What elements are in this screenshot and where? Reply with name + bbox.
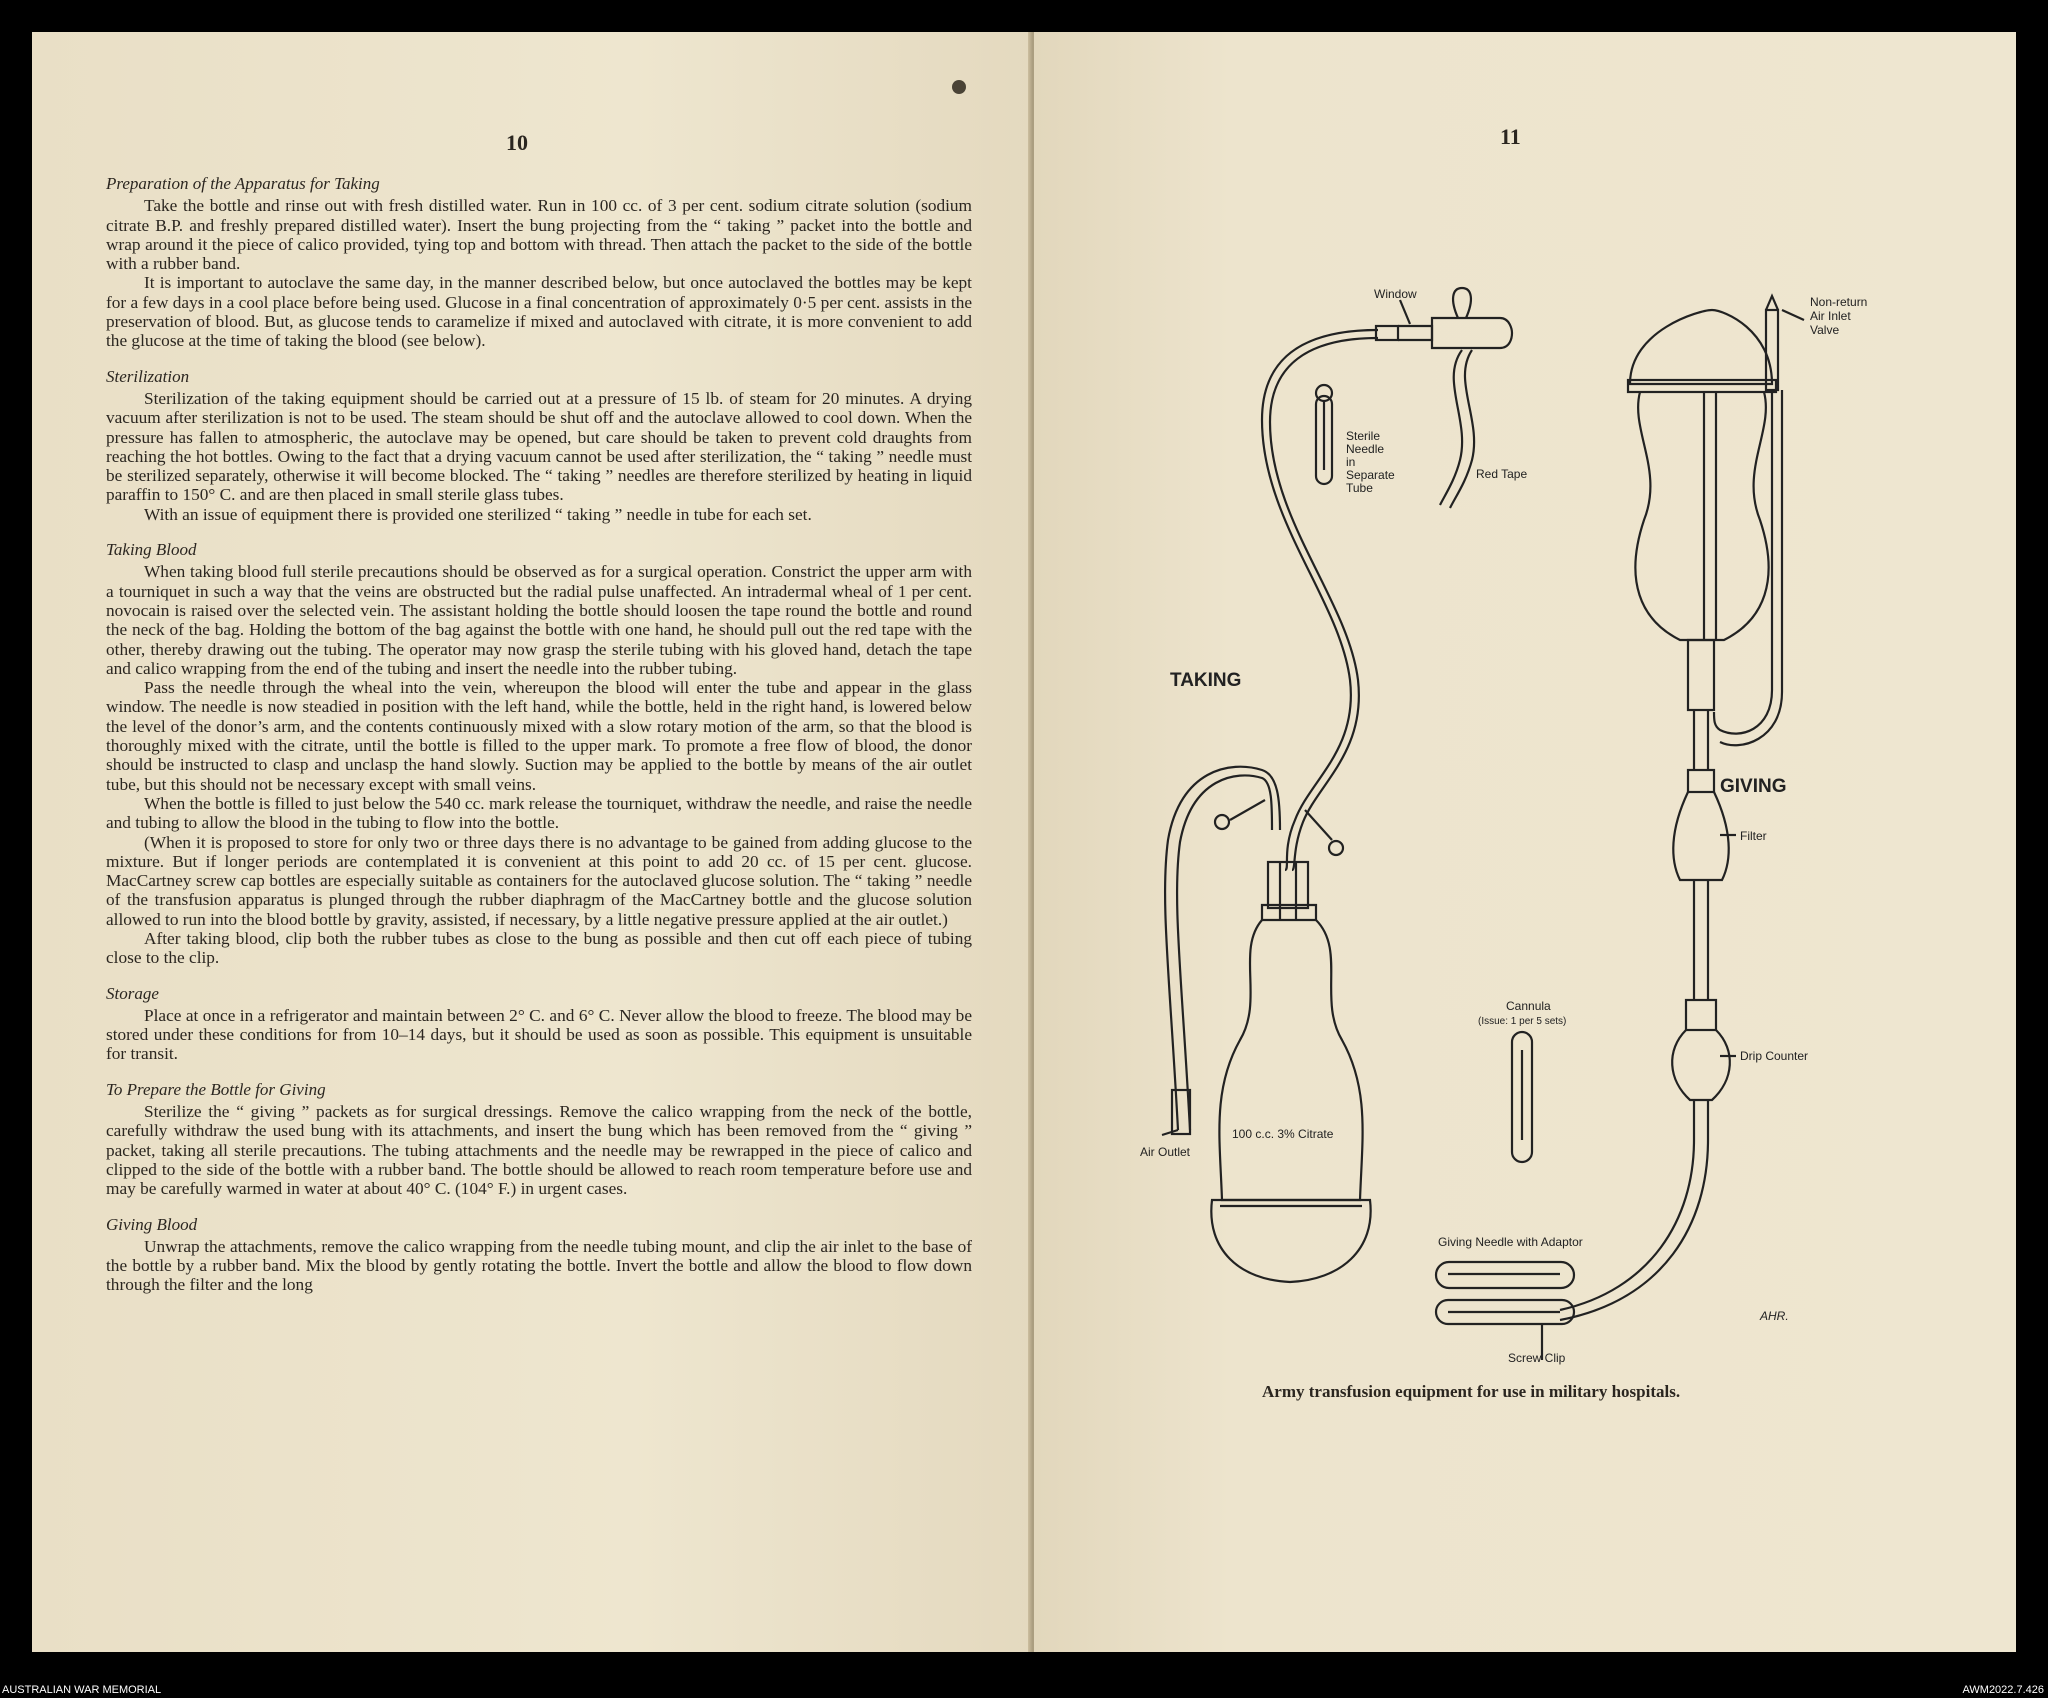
label-drip-counter: Drip Counter [1740,1049,1809,1063]
label-sterile-needle-2: Needle [1346,442,1385,456]
page-number-left: 10 [506,130,528,155]
section-heading: Sterilization [106,366,190,386]
paragraph: (When it is proposed to store for only two or three days there is no advantage to be gained from adding glucose to the mixture. But if longer periods are contemplated it is convenient at this point to add 20 cc. of 15 per cent. glucose. MacCartney screw cap bottles are especially suitable as containers for the autoclaved glucose solution. The “ taking ” needle of the transfusion apparatus is plunged through the rubber diaphragm of the MacCartney bottle and the glucose solution allowed to run into the blood bottle by gravity, assisted, if necessary, by a little negative pressure applied at the air outlet.) [106,832,972,929]
paragraph: Sterilization of the taking equipment should be carried out at a pressure of 15 lb. of steam for 20 minutes. A drying vacuum after sterilization is not to be used. The steam should be shut off and the autoclave allowed to cool down. When the pressure has fallen to atmospheric, the autoclave may be opened, but care should be taken to prevent cold draughts from reaching the hot bottles. Owing to the fact that a drying vacuum cannot be used after sterilization, the “ taking ” needle must be sterilized separately, otherwise it will become blocked. The “ taking ” needles are therefore sterilized by heating in liquid paraffin to 150° C. and are then placed in small sterile glass tubes. [106,388,972,505]
label-non-return-1: Non-return [1810,295,1868,309]
label-air-outlet: Air Outlet [1140,1145,1191,1159]
label-sterile-needle-3: in [1346,455,1356,469]
label-taking: TAKING [1170,670,1242,691]
footer-accession: AWM2022.7.426 [1962,1684,2044,1696]
paragraph: It is important to autoclave the same day, in the manner described below, but once autoclaved the bottles may be kept for a few days in a cool place before being used. Glucose in a final concentration of approximately 0·5 per cent. assists in the preservation of blood. But, as glucose tends to caramelize if mixed and autoclaved with citrate, it is more convenient to add the glucose at the time of taking the blood (see below). [106,273,972,351]
paragraph: After taking blood, clip both the rubber tubes as close to the bung as possible and then cut off each piece of tubing close to the clip. [106,928,972,968]
paragraph: With an issue of equipment there is provided one sterilized “ taking ” needle in tube for each set. [144,504,812,524]
paragraph: Unwrap the attachments, remove the calico wrapping from the needle tubing mount, and clip the air inlet to the base of the bottle by a rubber band. Mix the blood by gently rotating the bottle. Invert the bottle and allow the blood to flow down through the filter and the long [106,1236,972,1295]
label-citrate: 100 c.c. 3% Citrate [1232,1127,1334,1141]
figure-caption: Army transfusion equipment for use in military hospitals. [1262,1382,1681,1401]
label-giving-needle: Giving Needle with Adaptor [1438,1235,1583,1249]
label-cannula-issue: (Issue: 1 per 5 sets) [1478,1016,1567,1027]
label-screw-clip: Screw Clip [1508,1351,1566,1365]
section-heading: Storage [106,983,159,1003]
paragraph: Sterilize the “ giving ” packets as for surgical dressings. Remove the calico wrapping from the neck of the bottle, carefully withdraw the used bung with its attachments, and insert the bung which has been removed from the “ giving ” packet, taking all sterile precautions. The tubing attachments and the needle may be rewrapped in the piece of calico and clipped to the side of the bottle with a rubber band. The bottle should be allowed to reach room temperature before use and may be carefully warmed in water at about 40° C. (104° F.) in urgent cases. [106,1102,972,1199]
label-window: Window [1374,287,1417,301]
section-heading: Taking Blood [106,540,197,560]
footer-credit: AUSTRALIAN WAR MEMORIAL [2,1684,162,1696]
artist-signature: AHR. [1760,1309,1789,1323]
label-red-tape: Red Tape [1476,467,1528,481]
label-non-return-3: Valve [1810,323,1840,337]
label-sterile-needle-5: Tube [1346,481,1373,495]
section-heading: Preparation of the Apparatus for Taking [106,174,380,193]
label-non-return-2: Air Inlet [1810,309,1851,323]
label-sterile-needle-1: Sterile [1346,429,1381,443]
paragraph: Take the bottle and rinse out with fresh distilled water. Run in 100 cc. of 3 per cent. sodium citrate solution (sodium citrate B.P. and freshly prepared distilled water). Insert the bung projecting from the “ taking ” packet into the bottle and wrap around it the piece of calico provided, tying top and bottom with thread. Then attach the packet to the side of the bottle with a rubber band. [106,196,972,274]
section-heading: To Prepare the Bottle for Giving [106,1079,326,1099]
label-sterile-needle-4: Separate [1346,468,1395,482]
section-heading: Giving Blood [106,1214,198,1234]
label-filter: Filter [1740,829,1767,843]
paragraph: When taking blood full sterile precautions should be observed as for a surgical operation. Constrict the upper arm with a tourniquet in such a way that the veins are obstructed but the radial pulse unaffected. An intradermal wheal of 1 per cent. novocain is raised over the selected vein. The assistant holding the bottle should loosen the tape round the bottle and round the neck of the bag. Holding the bottom of the bag against the bottle with one hand, he should pull out the red tape with the other, thereby drawing out the tubing. The operator may now grasp the sterile tubing with his gloved hand, detach the tape and calico wrapping from the end of the tubing and insert the needle into the rubber tubing. [106,562,972,678]
page-number-right: 11 [1500,124,1521,149]
label-giving: GIVING [1720,776,1787,797]
paragraph: Place at once in a refrigerator and maintain between 2° C. and 6° C. Never allow the blood to freeze. The blood may be stored under these conditions for from 10–14 days, but it should be used as soon as possible. This equipment is unsuitable for transit. [106,1005,972,1064]
label-cannula: Cannula [1506,999,1551,1013]
paragraph: Pass the needle through the wheal into the vein, whereupon the blood will enter the tube and appear in the glass window. The needle is now steadied in position with the left hand, while the bottle, held in the right hand, is lowered below the level of the donor’s arm, and the contents continuously mixed with a slow rotary motion of the arm, so that the blood is thoroughly mixed with the citrate, until the bottle is filled to the upper mark. To promote a free flow of blood, the donor should be instructed to clasp and unclasp the hand slowly. Suction may be applied to the bottle by means of the air outlet tube, but this should not be necessary except with small veins. [106,678,972,794]
paragraph: When the bottle is filled to just below the 540 cc. mark release the tourniquet, withdraw the needle, and raise the needle and tubing to allow the blood in the tubing to flow into the bottle. [106,793,972,833]
